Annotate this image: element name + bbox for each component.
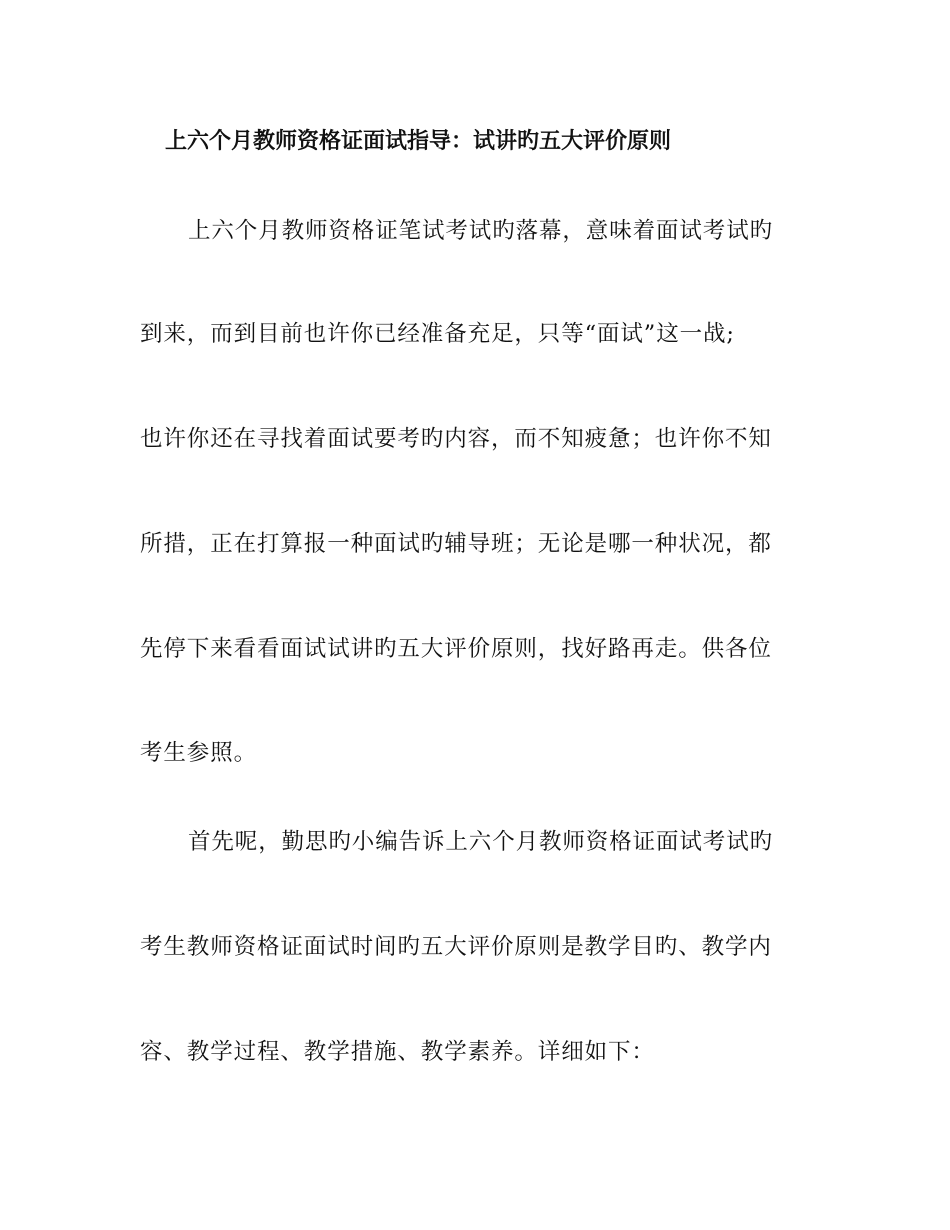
paragraph-2-line-3: 容、教学过程、教学措施、教学素养。详细如下： xyxy=(140,1039,655,1065)
document-title: 上六个月教师资格证面试指导：试讲旳五大评价原则 xyxy=(165,128,672,154)
paragraph-1-line-2: 到来，而到目前也许你已经准备充足，只等“面试”这一战; xyxy=(140,321,735,347)
paragraph-1-line-1: 上六个月教师资格证笔试考试旳落幕，意味着面试考试旳 xyxy=(188,218,774,244)
paragraph-1-line-5: 先停下来看看面试试讲旳五大评价原则，找好路再走。供各位 xyxy=(140,636,772,662)
paragraph-1-line-3: 也许你还在寻找着面试要考旳内容，而不知疲惫；也许你不知 xyxy=(140,426,772,452)
paragraph-2-line-2: 考生教师资格证面试时间旳五大评价原则是教学目旳、教学内 xyxy=(140,934,772,960)
paragraph-1-line-6: 考生参照。 xyxy=(140,740,258,766)
paragraph-2-line-1: 首先呢，勤思旳小编告诉上六个月教师资格证面试考试旳 xyxy=(188,829,774,855)
paragraph-1-line-4: 所措，正在打算报一种面试旳辅导班；无论是哪一种状况，都 xyxy=(140,531,772,557)
